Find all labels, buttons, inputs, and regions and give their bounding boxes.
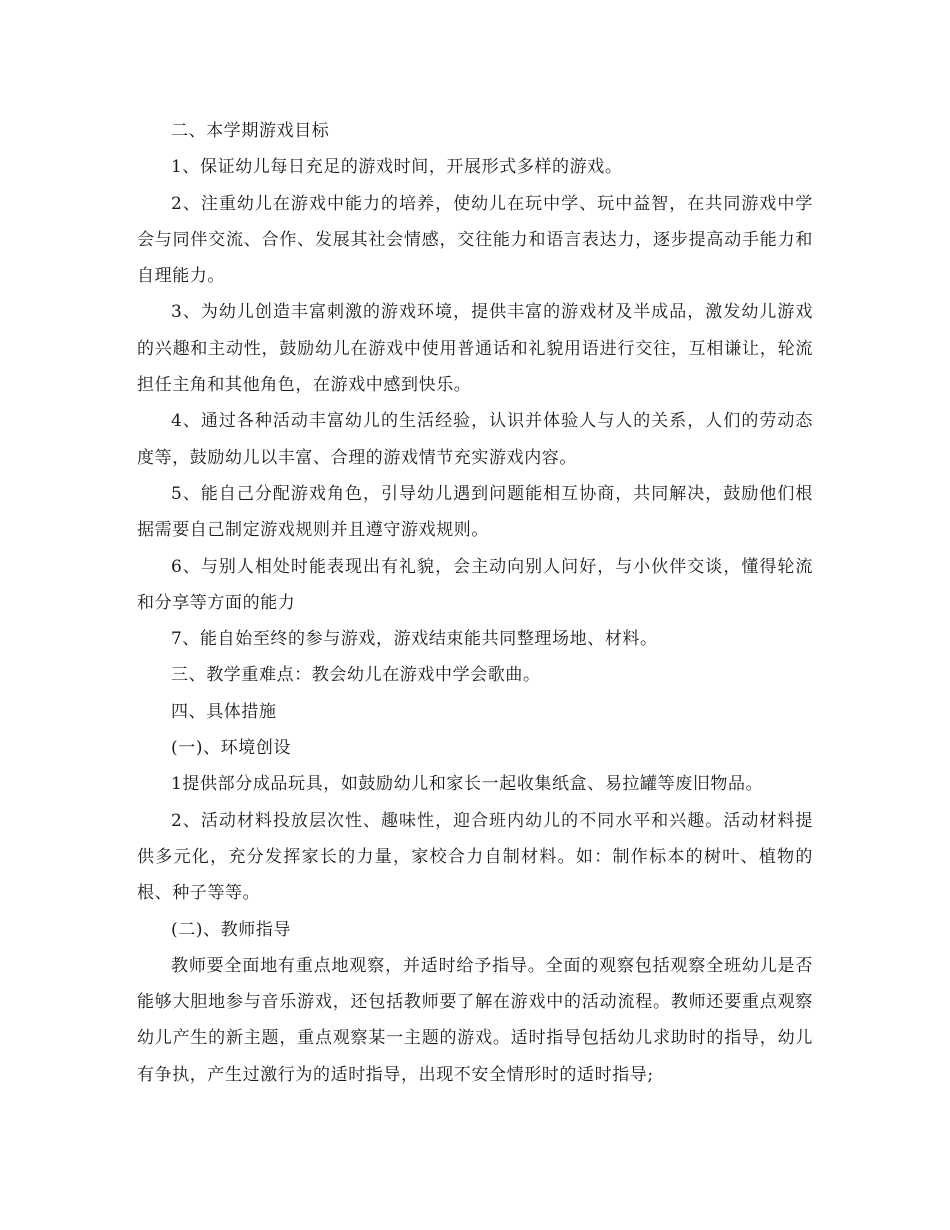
section-heading-key-points: 三、教学重难点：教会幼儿在游戏中学会歌曲。 — [171, 665, 541, 686]
subsection-heading-environment: (一)、环境创设 — [171, 738, 292, 759]
goal-item-5: 5、能自己分配游戏角色，引导幼儿遇到问题能相互协商，共同解决，鼓励他们根据需要自己制定游戏规则并且遵守游戏规则。 — [137, 483, 813, 541]
goal-item-4: 4、通过各种活动丰富幼儿的生活经验，认识并体验人与人的关系，人们的劳动态度等，鼓励幼儿以丰富、合理的游戏情节充实游戏内容。 — [137, 411, 813, 468]
goal-item-6: 6、与别人相处时能表现出有礼貌，会主动向别人问好，与小伙伴交谈，懂得轮流和分享等方面的能力 — [137, 556, 813, 613]
teacher-guidance-paragraph: 教师要全面地有重点地观察，并适时给予指导。全面的观察包括观察全班幼儿是否能够大胆地参与音乐游戏，还包括教师要了解在游戏中的活动流程。教师还要重点观察幼儿产生的新主题，重点观察某一主题的游戏。适时指导包括幼儿求助时的指导，幼儿有争执，产生过激行为的适时指导，出现不安全情形时的适时指导; — [137, 955, 813, 1085]
document-body — [137, 113, 813, 1093]
section-heading-measures: 四、具体措施 — [171, 701, 277, 722]
goal-item-2: 2、注重幼儿在游戏中能力的培养，使幼儿在玩中学、玩中益智，在共同游戏中学会与同伴交流、合作、发展其社会情感，交往能力和语言表达力，逐步提高动手能力和自理能力。 — [137, 193, 813, 287]
environment-item-2: 2、活动材料投放层次性、趣味性，迎合班内幼儿的不同水平和兴趣。活动材料提供多元化，充分发挥家长的力量，家校合力自制材料。如：制作标本的树叶、植物的根、种子等等。 — [137, 810, 813, 904]
subsection-heading-teacher-guidance: (二)、教师指导 — [171, 919, 292, 940]
goal-item-3: 3、为幼儿创造丰富刺激的游戏环境，提供丰富的游戏材及半成品，激发幼儿游戏的兴趣和主动性，鼓励幼儿在游戏中使用普通话和礼貌用语进行交往，互相谦让，轮流担任主角和其他角色，在游戏中感到快乐。 — [137, 302, 813, 396]
section-heading-goals: 二、本学期游戏目标 — [171, 121, 330, 141]
goal-item-1: 1、保证幼儿每日充足的游戏时间，开展形式多样的游戏。 — [171, 157, 623, 178]
goal-item-7: 7、能自始至终的参与游戏，游戏结束能共同整理场地、材料。 — [171, 629, 658, 650]
environment-item-1: 1提供部分成品玩具，如鼓励幼儿和家长一起收集纸盒、易拉罐等废旧物品。 — [171, 774, 764, 795]
